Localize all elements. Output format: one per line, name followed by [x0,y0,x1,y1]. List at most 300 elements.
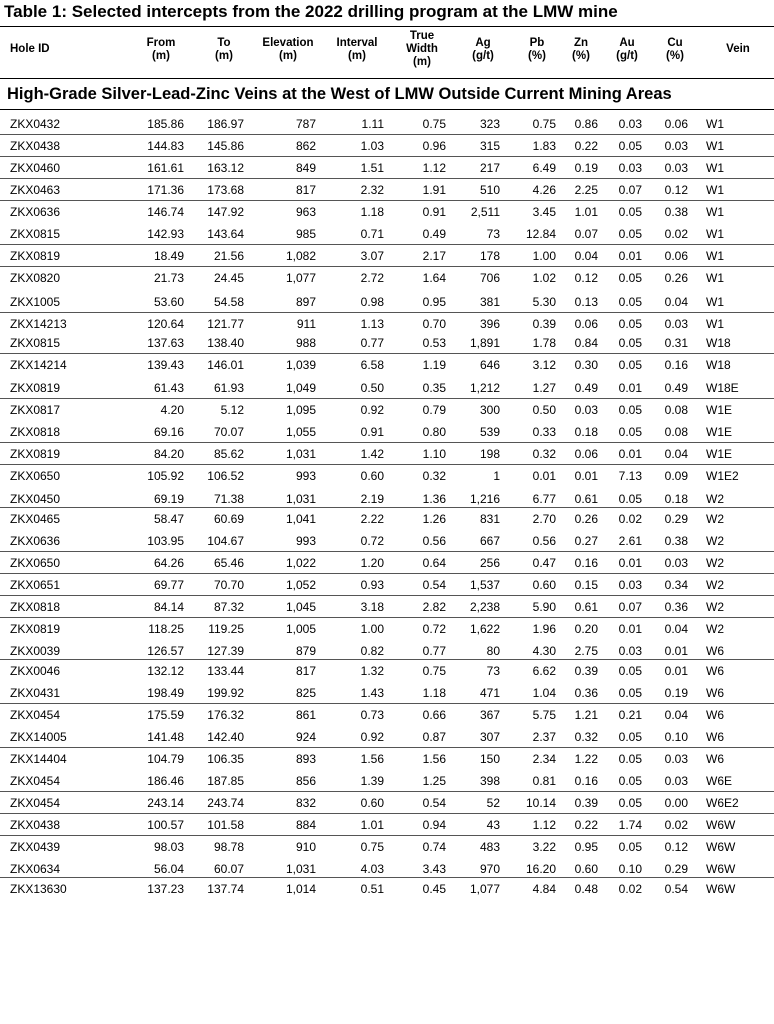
cell-from: 185.86 [147,117,184,131]
cell-elevation: 817 [295,664,316,678]
cell-to: 87.32 [213,600,244,614]
cell-cu: 0.16 [664,358,688,372]
cell-true-width: 0.74 [422,840,446,854]
cell-from: 126.57 [147,644,184,658]
cell-zn: 0.86 [574,117,598,131]
cell-from: 139.43 [147,358,184,372]
cell-au: 7.13 [618,469,642,483]
table-row [0,574,774,596]
cell-vein: W1 [706,271,724,285]
cell-to: 85.62 [213,447,244,461]
cell-au: 0.05 [618,492,642,506]
cell-cu: 0.34 [664,578,688,592]
cell-cu: 0.00 [664,796,688,810]
cell-interval: 1.18 [360,205,384,219]
cell-hole-id: ZKX0815 [10,227,61,241]
cell-pb: 1.27 [532,381,556,395]
cell-zn: 1.21 [574,708,598,722]
cell-interval: 1.20 [360,556,384,570]
cell-ag: 1,537 [469,578,500,592]
table-row [0,726,774,748]
table-row [0,640,774,660]
cell-zn: 0.49 [574,381,598,395]
cell-ag: 178 [479,249,500,263]
cell-pb: 4.26 [532,183,556,197]
cell-true-width: 0.77 [422,644,446,658]
cell-interval: 3.07 [360,249,384,263]
cell-hole-id: ZKX0636 [10,205,61,219]
cell-interval: 1.43 [360,686,384,700]
cell-from: 132.12 [147,664,184,678]
cell-ag: 706 [479,271,500,285]
header-zn: Zn (%) [572,37,590,62]
cell-interval: 4.03 [360,862,384,876]
cell-pb: 5.90 [532,600,556,614]
cell-au: 0.05 [618,358,642,372]
cell-zn: 0.16 [574,556,598,570]
cell-from: 142.93 [147,227,184,241]
cell-from: 144.83 [147,139,184,153]
cell-hole-id: ZKX0636 [10,534,61,548]
table-row [0,399,774,420]
cell-elevation: 1,031 [285,862,316,876]
cell-true-width: 0.66 [422,708,446,722]
cell-vein: W6 [706,708,724,722]
cell-zn: 0.15 [574,578,598,592]
cell-cu: 0.03 [664,774,688,788]
cell-elevation: 893 [295,752,316,766]
cell-hole-id: ZKX0454 [10,774,61,788]
cell-ag: 73 [486,664,500,678]
cell-true-width: 1.19 [422,358,446,372]
table-row [0,267,774,290]
cell-from: 161.61 [147,161,184,175]
cell-au: 0.01 [618,556,642,570]
cell-interval: 2.22 [360,512,384,526]
table-row [0,223,774,245]
cell-ag: 2,238 [469,600,500,614]
cell-ag: 831 [479,512,500,526]
cell-hole-id: ZKX0634 [10,862,61,876]
cell-to: 106.52 [207,469,244,483]
cell-pb: 0.60 [532,578,556,592]
cell-pb: 4.30 [532,644,556,658]
cell-interval: 2.19 [360,492,384,506]
cell-zn: 0.01 [574,469,598,483]
cell-vein: W1 [706,161,724,175]
cell-to: 61.93 [213,381,244,395]
cell-hole-id: ZKX0039 [10,644,61,658]
cell-pb: 2.37 [532,730,556,744]
cell-ag: 256 [479,556,500,570]
cell-vein: W1 [706,117,724,131]
cell-elevation: 1,022 [285,556,316,570]
cell-au: 0.05 [618,752,642,766]
cell-zn: 0.22 [574,818,598,832]
cell-interval: 1.11 [361,117,384,131]
cell-interval: 1.39 [360,774,384,788]
cell-au: 0.05 [618,227,642,241]
cell-vein: W1E [706,447,733,461]
cell-hole-id: ZKX0817 [10,403,61,417]
cell-pb: 10.14 [525,796,556,810]
cell-cu: 0.12 [664,840,688,854]
cell-vein: W2 [706,512,724,526]
cell-cu: 0.04 [664,295,688,309]
table-row [0,354,774,376]
cell-true-width: 1.25 [422,774,446,788]
cell-vein: W2 [706,534,724,548]
cell-au: 0.03 [618,161,642,175]
table-row [0,291,774,313]
table-row [0,421,774,443]
table-row [0,201,774,222]
cell-interval: 0.77 [360,336,384,350]
cell-elevation: 787 [295,117,316,131]
cell-to: 137.74 [207,882,244,896]
cell-ag: 80 [486,644,500,658]
cell-pb: 0.39 [532,317,556,331]
cell-au: 0.05 [618,774,642,788]
cell-cu: 0.36 [664,600,688,614]
cell-pb: 1.78 [532,336,556,350]
cell-vein: W6W [706,818,736,832]
cell-cu: 0.08 [664,403,688,417]
cell-interval: 0.93 [360,578,384,592]
cell-elevation: 910 [295,840,316,854]
cell-elevation: 1,049 [285,381,316,395]
cell-ag: 396 [479,317,500,331]
cell-to: 60.07 [213,862,244,876]
cell-elevation: 1,055 [285,425,316,439]
cell-zn: 0.12 [574,271,598,285]
cell-cu: 0.02 [664,818,688,832]
cell-zn: 0.22 [574,139,598,153]
cell-cu: 0.04 [664,622,688,636]
cell-true-width: 0.64 [422,556,446,570]
cell-vein: W18 [706,336,731,350]
cell-from: 141.48 [147,730,184,744]
cell-au: 0.01 [618,381,642,395]
section-title-bar [0,78,774,110]
cell-elevation: 993 [295,469,316,483]
cell-pb: 0.75 [532,117,556,131]
cell-hole-id: ZKX0650 [10,556,61,570]
cell-to: 163.12 [207,161,244,175]
cell-ag: 300 [479,403,500,417]
cell-hole-id: ZKX0463 [10,183,61,197]
cell-vein: W2 [706,600,724,614]
cell-true-width: 2.17 [422,249,446,263]
cell-to: 119.25 [208,622,244,636]
table-row [0,377,774,399]
cell-cu: 0.08 [664,425,688,439]
cell-zn: 0.19 [574,161,598,175]
cell-cu: 0.01 [664,644,688,658]
cell-true-width: 0.70 [422,317,446,331]
cell-to: 70.70 [213,578,244,592]
cell-pb: 5.75 [532,708,556,722]
cell-zn: 0.20 [574,622,598,636]
cell-true-width: 2.82 [422,600,446,614]
cell-elevation: 897 [295,295,316,309]
cell-hole-id: ZKX0815 [10,336,61,350]
cell-cu: 0.02 [664,227,688,241]
cell-true-width: 1.36 [422,492,446,506]
table-row [0,770,774,792]
table-row [0,465,774,487]
table-row [0,508,774,529]
table-row [0,443,774,465]
cell-zn: 0.48 [574,882,598,896]
cell-au: 0.03 [618,117,642,131]
cell-au: 0.05 [618,336,642,350]
cell-true-width: 1.91 [422,183,446,197]
cell-ag: 1,622 [469,622,500,636]
cell-au: 0.01 [618,622,642,636]
cell-zn: 0.32 [574,730,598,744]
cell-au: 2.61 [618,534,642,548]
table-row [0,748,774,769]
header-pb: Pb (%) [528,37,546,62]
cell-zn: 0.84 [574,336,598,350]
table-row [0,313,774,331]
cell-pb: 0.32 [532,447,556,461]
cell-elevation: 849 [295,161,316,175]
cell-from: 171.36 [147,183,184,197]
cell-zn: 0.26 [574,512,598,526]
cell-zn: 0.03 [574,403,598,417]
cell-to: 146.01 [207,358,244,372]
cell-vein: W6 [706,730,724,744]
cell-to: 145.86 [207,139,244,153]
cell-true-width: 0.45 [422,882,446,896]
cell-cu: 0.10 [664,730,688,744]
cell-elevation: 1,039 [285,358,316,372]
cell-zn: 0.61 [574,492,598,506]
cell-to: 138.40 [207,336,244,350]
cell-true-width: 0.75 [422,664,446,678]
cell-from: 4.20 [160,403,184,417]
cell-cu: 0.06 [664,117,688,131]
cell-hole-id: ZKX0651 [10,578,61,592]
cell-elevation: 1,077 [285,271,316,285]
cell-true-width: 0.95 [422,295,446,309]
table-row [0,618,774,639]
cell-from: 120.64 [147,317,184,331]
cell-au: 0.05 [618,139,642,153]
cell-zn: 1.22 [574,752,598,766]
cell-hole-id: ZKX0431 [10,686,61,700]
cell-true-width: 1.18 [422,686,446,700]
cell-from: 98.03 [153,840,184,854]
cell-zn: 0.30 [574,358,598,372]
cell-pb: 2.70 [532,512,556,526]
cell-vein: W1 [706,183,724,197]
header-vein: Vein [726,43,750,55]
cell-interval: 0.50 [360,381,384,395]
cell-elevation: 1,031 [285,492,316,506]
cell-to: 5.12 [220,403,244,417]
cell-to: 142.40 [207,730,244,744]
cell-cu: 0.09 [664,469,688,483]
cell-ag: 539 [479,425,500,439]
cell-elevation: 911 [296,317,316,331]
cell-pb: 3.22 [532,840,556,854]
cell-true-width: 1.64 [422,271,446,285]
cell-pb: 0.01 [532,469,556,483]
cell-to: 147.92 [207,205,244,219]
cell-hole-id: ZKX14213 [10,317,67,331]
cell-cu: 0.18 [664,492,688,506]
cell-au: 0.03 [618,644,642,658]
cell-pb: 1.00 [532,249,556,263]
cell-ag: 398 [479,774,500,788]
cell-to: 60.69 [213,512,244,526]
cell-interval: 0.82 [360,644,384,658]
cell-true-width: 0.49 [422,227,446,241]
cell-elevation: 879 [295,644,316,658]
cell-au: 0.05 [618,664,642,678]
cell-vein: W1 [706,139,724,153]
cell-au: 0.07 [618,600,642,614]
cell-au: 1.74 [618,818,642,832]
cell-pb: 1.12 [532,818,556,832]
cell-elevation: 884 [295,818,316,832]
cell-true-width: 0.56 [422,534,446,548]
cell-to: 121.77 [207,317,244,331]
cell-elevation: 988 [295,336,316,350]
cell-hole-id: ZKX0820 [10,271,61,285]
cell-interval: 1.01 [360,818,384,832]
cell-true-width: 0.79 [422,403,446,417]
cell-zn: 1.01 [574,205,598,219]
cell-to: 199.92 [207,686,244,700]
cell-to: 70.07 [213,425,244,439]
cell-au: 0.05 [618,840,642,854]
cell-pb: 12.84 [525,227,556,241]
cell-au: 0.05 [618,317,642,331]
cell-ag: 217 [479,161,500,175]
table-row [0,792,774,814]
cell-to: 127.39 [207,644,244,658]
table-row [0,596,774,618]
cell-true-width: 0.53 [422,336,446,350]
cell-cu: 0.12 [664,183,688,197]
cell-ag: 510 [479,183,500,197]
cell-pb: 3.45 [532,205,556,219]
cell-ag: 483 [479,840,500,854]
cell-au: 0.21 [618,708,642,722]
cell-cu: 0.49 [664,381,688,395]
table-row [0,157,774,179]
cell-hole-id: ZKX0460 [10,161,61,175]
table-row [0,552,774,574]
cell-elevation: 1,005 [285,622,316,636]
cell-elevation: 1,082 [285,249,316,263]
table-row [0,530,774,552]
cell-interval: 2.32 [360,183,384,197]
table-row [0,878,774,897]
cell-ag: 1 [493,469,500,483]
cell-cu: 0.04 [664,447,688,461]
cell-vein: W2 [706,578,724,592]
cell-cu: 0.29 [664,862,688,876]
cell-to: 71.38 [213,492,244,506]
cell-true-width: 0.80 [422,425,446,439]
header-cu: Cu (%) [666,37,684,62]
cell-zn: 0.61 [574,600,598,614]
cell-cu: 0.38 [664,205,688,219]
cell-true-width: 1.12 [422,161,446,175]
cell-elevation: 817 [295,183,316,197]
cell-cu: 0.03 [664,317,688,331]
cell-ag: 970 [479,862,500,876]
cell-interval: 1.00 [360,622,384,636]
cell-interval: 0.91 [360,425,384,439]
cell-elevation: 924 [295,730,316,744]
cell-true-width: 1.56 [422,752,446,766]
cell-zn: 0.60 [574,862,598,876]
cell-from: 198.49 [147,686,184,700]
cell-from: 243.14 [147,796,184,810]
cell-from: 64.26 [153,556,184,570]
cell-interval: 0.51 [360,882,384,896]
cell-cu: 0.19 [664,686,688,700]
cell-ag: 1,891 [469,336,500,350]
cell-hole-id: ZKX0438 [10,818,61,832]
cell-from: 21.73 [153,271,184,285]
header-au: Au (g/t) [616,37,638,62]
cell-interval: 2.72 [360,271,384,285]
cell-interval: 0.98 [360,295,384,309]
cell-ag: 1,077 [469,882,500,896]
header-elevation: Elevation (m) [262,37,314,62]
cell-vein: W2 [706,556,724,570]
cell-au: 0.05 [618,295,642,309]
cell-ag: 150 [479,752,500,766]
table-row [0,245,774,267]
cell-pb: 6.49 [532,161,556,175]
header-true-width: True Width (m) [406,30,438,68]
cell-au: 0.05 [618,425,642,439]
cell-vein: W6W [706,840,736,854]
cell-interval: 6.58 [360,358,384,372]
cell-pb: 6.77 [532,492,556,506]
cell-from: 69.16 [153,425,184,439]
cell-vein: W6 [706,664,724,678]
table-row [0,704,774,725]
cell-true-width: 0.72 [422,622,446,636]
cell-elevation: 1,031 [285,447,316,461]
cell-au: 0.05 [618,403,642,417]
header-hole-id: Hole ID [10,43,50,55]
cell-hole-id: ZKX0819 [10,249,61,263]
cell-au: 0.05 [618,686,642,700]
header-from: From (m) [146,37,176,62]
table-row [0,113,774,135]
cell-pb: 1.96 [532,622,556,636]
cell-cu: 0.26 [664,271,688,285]
header-to: To (m) [215,37,233,62]
cell-vein: W6W [706,882,736,896]
cell-interval: 1.03 [360,139,384,153]
cell-to: 106.35 [207,752,244,766]
cell-pb: 0.50 [532,403,556,417]
cell-pb: 1.83 [532,139,556,153]
cell-zn: 0.27 [574,534,598,548]
cell-pb: 5.30 [532,295,556,309]
